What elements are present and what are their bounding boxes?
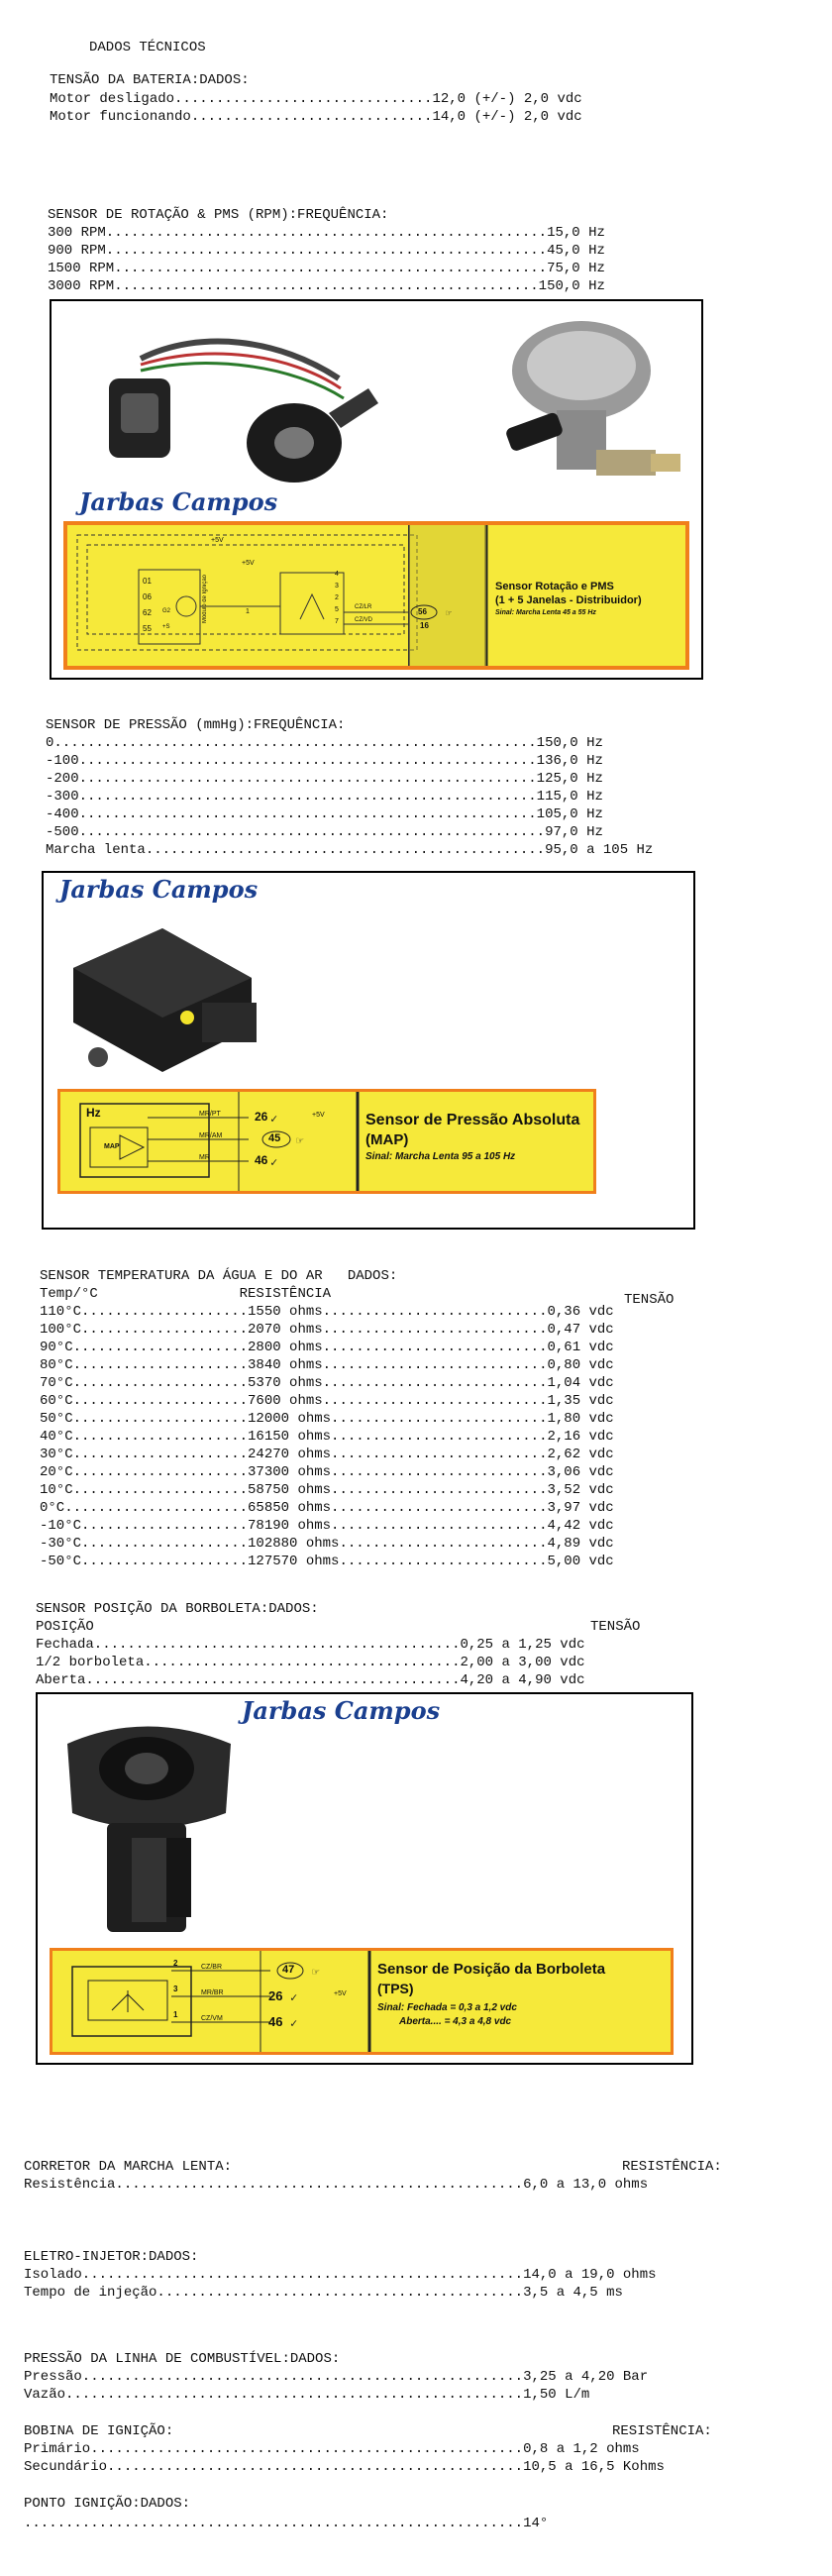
idle-col: RESISTÊNCIA:	[622, 2159, 722, 2175]
wire-label: +5V	[242, 560, 255, 567]
svg-text:✓: ✓	[270, 1156, 278, 1170]
svg-text:☞: ☞	[296, 1134, 304, 1148]
pin-label: 46	[268, 2014, 283, 2029]
panel-title: Sensor de Posição da Borboleta	[377, 1961, 606, 1978]
temperature-header: SENSOR TEMPERATURA DA ÁGUA E DO AR DADOS:	[40, 1268, 398, 1284]
coil-col: RESISTÊNCIA:	[612, 2423, 712, 2439]
temperature-row: -50°C....................127570 ohms.........................5,00 vdc	[40, 1554, 614, 1569]
coil-row: Secundário..................................................10,5 a 16,5 Kohms	[24, 2459, 665, 2475]
rpm-line: 1500 RPM....................................................75,0 Hz	[48, 261, 605, 276]
timing-row: ............................................................14°	[24, 2516, 549, 2531]
rpm-wiring-panel	[63, 521, 689, 670]
pin-label: 26	[255, 1110, 268, 1124]
wire-label: CZ/BR	[201, 1964, 222, 1971]
pin-label: 06	[143, 592, 152, 601]
wire-label: MR/BR	[201, 1989, 224, 1996]
pin-label: 47	[282, 1964, 295, 1976]
temperature-row: 100°C....................2070 ohms...........................0,47 vdc	[40, 1322, 614, 1338]
module-label: Módulo de Ignição	[202, 575, 208, 624]
injector-header: ELETRO-INJETOR:DADOS:	[24, 2249, 199, 2265]
panel-subtitle: (1 + 5 Janelas - Distribuidor)	[495, 594, 642, 606]
panel-subtitle: (MAP)	[365, 1131, 409, 1148]
battery-line: Motor desligado...............................12,0 (+/-) 2,0 vdc	[50, 91, 582, 107]
temperature-row: -30°C....................102880 ohms.........................4,89 vdc	[40, 1536, 614, 1552]
pin-label: 4	[335, 571, 339, 578]
temperature-row: 80°C.....................3840 ohms...........................0,80 vdc	[40, 1357, 614, 1373]
pressure-line: -200.......................................................125,0 Hz	[46, 771, 603, 787]
tps-sensor-photo	[48, 1714, 265, 1942]
panel-signal: Aberta.... = 4,3 a 4,8 vdc	[399, 2016, 512, 2027]
pin-label: 56	[418, 607, 427, 616]
pin-label: 45	[268, 1132, 281, 1144]
map-sensor-figure	[42, 871, 695, 1230]
svg-text:✓: ✓	[270, 1113, 278, 1127]
temperature-row: 90°C.....................2800 ohms...........................0,61 vdc	[40, 1340, 614, 1355]
brand-logo: Jarbas Campos	[242, 1696, 441, 1725]
panel-signal: Sinal: Fechada = 0,3 a 1,2 vdc	[377, 2002, 517, 2013]
wire-label: +5V	[334, 1990, 347, 1997]
temperature-col-header: Temp/°C RESISTÊNCIA	[40, 1286, 332, 1302]
temperature-row: 50°C.....................12000 ohms..........................1,80 vdc	[40, 1411, 614, 1427]
idle-header: CORRETOR DA MARCHA LENTA:	[24, 2159, 233, 2175]
pressure-line: -400.......................................................105,0 Hz	[46, 806, 603, 822]
pin-suffix: +S	[162, 624, 170, 630]
svg-text:☞: ☞	[312, 1966, 320, 1980]
rpm-sensor-figure	[50, 299, 703, 680]
throttle-row: Aberta.............................................4,20 a 4,90 vdc	[36, 1672, 585, 1688]
pin-label: 5	[335, 606, 339, 613]
idle-row: Resistência.................................................6,0 a 13,0 ohms	[24, 2177, 649, 2193]
battery-line: Motor funcionando.............................14,0 (+/-) 2,0 vdc	[50, 109, 582, 125]
temperature-row: 10°C.....................58750 ohms..........................3,52 vdc	[40, 1482, 614, 1498]
brand-logo: Jarbas Campos	[59, 875, 259, 904]
tps-sensor-figure	[36, 1692, 693, 2065]
svg-text:✓: ✓	[290, 1991, 298, 2005]
throttle-col-header: POSIÇÃO	[36, 1619, 94, 1635]
temperature-col-tension: TENSÃO	[624, 1292, 675, 1308]
page-title: DADOS TÉCNICOS	[89, 40, 206, 55]
pressure-line: -300.......................................................115,0 Hz	[46, 789, 603, 805]
brand-logo: Jarbas Campos	[79, 487, 278, 516]
pin-label: 3	[335, 583, 339, 590]
pressure-header: SENSOR DE PRESSÃO (mmHg):FREQUÊNCIA:	[46, 717, 346, 733]
wire-label: +5V	[312, 1112, 325, 1119]
map-wiring-diagram	[60, 1092, 593, 1191]
connector-pin: 3	[173, 1985, 178, 1993]
coil-row: Primário....................................................0,8 a 1,2 ohms	[24, 2441, 640, 2457]
fuel-row: Pressão.....................................................3,25 a 4,20 Bar	[24, 2369, 649, 2385]
wire-label: CZ/VD	[355, 617, 372, 623]
pressure-line: 0..........................................................150,0 Hz	[46, 735, 603, 751]
tps-wiring-panel	[50, 1948, 674, 2055]
panel-title: Sensor Rotação e PMS	[495, 581, 614, 592]
pin-label: 2	[335, 594, 339, 601]
wire-label: CZ/LR	[355, 604, 372, 610]
connector-pin: 2	[173, 1959, 178, 1968]
throttle-col-tension: TENSÃO	[590, 1619, 641, 1635]
rpm-line: 300 RPM.....................................................15,0 Hz	[48, 225, 605, 241]
temperature-row: 110°C....................1550 ohms...........................0,36 vdc	[40, 1304, 614, 1320]
wire-label: MR/AM	[199, 1132, 223, 1139]
temperature-row: 70°C.....................5370 ohms...........................1,04 vdc	[40, 1375, 614, 1391]
fuel-header: PRESSÃO DA LINHA DE COMBUSTÍVEL:DADOS:	[24, 2351, 341, 2367]
throttle-header: SENSOR POSIÇÃO DA BORBOLETA:DADOS:	[36, 1601, 319, 1617]
wire-label: MR/PT	[199, 1111, 221, 1118]
pin-label: 46	[255, 1153, 268, 1167]
connector-pin: 1	[173, 2010, 178, 2019]
pin-label: 62	[143, 608, 152, 617]
rpm-header: SENSOR DE ROTAÇÃO & PMS (RPM):FREQUÊNCIA:	[48, 207, 389, 223]
pin-label: 55	[143, 624, 152, 633]
panel-signal: Sinal: Marcha Lenta 45 a 55 Hz	[495, 609, 596, 616]
panel-subtitle: (TPS)	[377, 1981, 414, 1996]
svg-text:✓: ✓	[290, 2017, 298, 2031]
pin-label: 26	[268, 1988, 283, 2003]
panel-signal: Sinal: Marcha Lenta 95 a 105 Hz	[365, 1151, 516, 1162]
rpm-sensor-photo	[81, 319, 398, 497]
hz-label: Hz	[86, 1106, 101, 1120]
temperature-row: 30°C.....................24270 ohms..........................2,62 vdc	[40, 1447, 614, 1462]
pin-label: 1	[246, 608, 250, 615]
wire-label: +5V	[211, 537, 224, 544]
pressure-line: -500........................................................97,0 Hz	[46, 824, 603, 840]
wire-label: CZ/VM	[201, 2015, 223, 2022]
pressure-line: Marcha lenta................................................95,0 a 105 Hz	[46, 842, 654, 858]
map-sensor-photo	[53, 909, 291, 1087]
coil-header: BOBINA DE IGNIÇÃO:	[24, 2423, 174, 2439]
wire-label: MR	[199, 1154, 210, 1161]
pressure-line: -100.......................................................136,0 Hz	[46, 753, 603, 769]
throttle-row: Fechada............................................0,25 a 1,25 vdc	[36, 1637, 585, 1653]
rpm-line: 3000 RPM...................................................150,0 Hz	[48, 278, 605, 294]
timing-header: PONTO IGNIÇÃO:DADOS:	[24, 2496, 191, 2512]
pin-label: 16	[420, 621, 429, 630]
injector-row: Tempo de injeção............................................3,5 a 4,5 ms	[24, 2285, 623, 2301]
pin-label: 7	[335, 618, 339, 625]
injector-row: Isolado.....................................................14,0 a 19,0 ohms	[24, 2267, 657, 2283]
distributor-photo	[487, 311, 695, 509]
temperature-row: -10°C....................78190 ohms..........................4,42 vdc	[40, 1518, 614, 1534]
temperature-row: 20°C.....................37300 ohms..........................3,06 vdc	[40, 1464, 614, 1480]
temperature-row: 0°C......................65850 ohms..........................3,97 vdc	[40, 1500, 614, 1516]
panel-title: Sensor de Pressão Absoluta	[365, 1112, 580, 1128]
map-label: MAP	[104, 1143, 120, 1150]
svg-text:☞: ☞	[446, 609, 453, 620]
temperature-row: 60°C.....................7600 ohms...........................1,35 vdc	[40, 1393, 614, 1409]
throttle-row: 1/2 borboleta......................................2,00 a 3,00 vdc	[36, 1655, 585, 1670]
fuel-row: Vazão.......................................................1,50 L/m	[24, 2387, 590, 2403]
rpm-line: 900 RPM.....................................................45,0 Hz	[48, 243, 605, 259]
pin-suffix: G2	[162, 608, 171, 614]
map-wiring-panel	[57, 1089, 596, 1194]
battery-header: TENSÃO DA BATERIA:DADOS:	[50, 72, 250, 88]
temperature-row: 40°C.....................16150 ohms..........................2,16 vdc	[40, 1429, 614, 1445]
pin-label: 01	[143, 577, 152, 586]
